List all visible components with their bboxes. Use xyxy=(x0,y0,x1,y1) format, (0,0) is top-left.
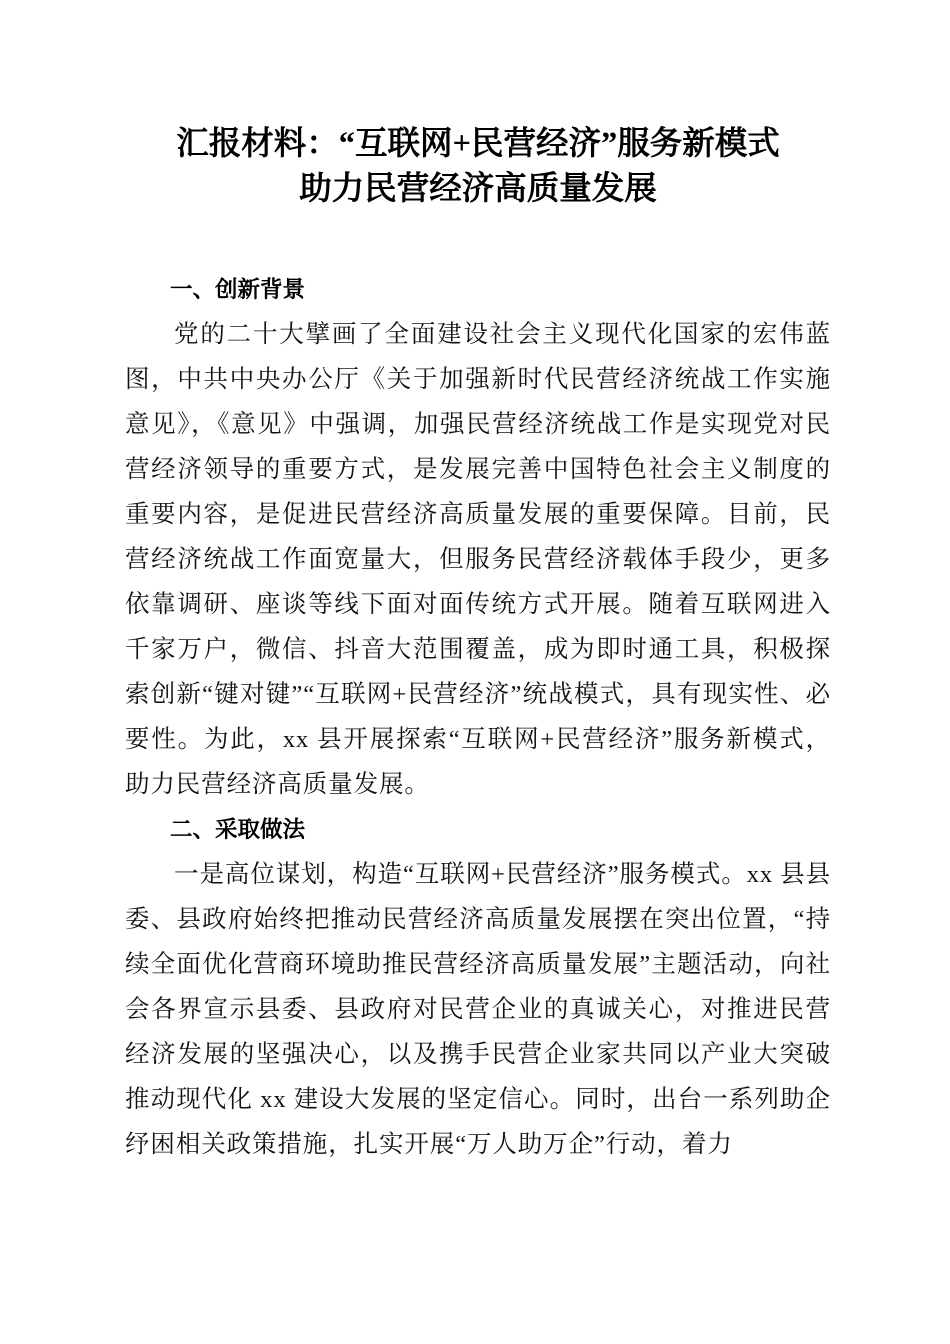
title-body-spacer xyxy=(125,212,831,267)
section-2-paragraph-1: 一是高位谋划，构造“互联网+民营经济”服务模式。xx 县县委、县政府始终把推动民营经济高质量发展摆在突出位置，“持续全面优化营商环境助推民营经济高质量发展”主题活动，向社会各界宣示县委、县政府对民营企业的真诚关心，对推进民营经济发展的坚强决心，以及携手民营企业家共同以产业大突破推动现代化 xx 建设大发展的坚定信心。同时，出台一系列助企纾困相关政策措施，扎实开展“万人助万企”行动，着力 xyxy=(125,861,831,1158)
section-heading-1: 一、创新背景 xyxy=(170,277,306,302)
page-title xyxy=(125,0,831,212)
section-heading-2: 二、采取做法 xyxy=(170,817,306,842)
page-title-line-1: 汇报材料：“互联网+民营经济”服务新模式 xyxy=(176,126,780,162)
page-title-line-2: 助力民营经济高质量发展 xyxy=(299,171,657,207)
document-content xyxy=(125,0,831,1167)
section-1-paragraph-1: 党的二十大擘画了全面建设社会主义现代化国家的宏伟蓝图，中共中央办公厅《关于加强新时代民营经济统战工作实施意见》，《意见》中强调，加强民营经济统战工作是实现党对民营经济领导的重要方式，是发展完善中国特色社会主义制度的重要内容，是促进民营经济高质量发展的重要保障。目前，民营经济统战工作面宽量大，但服务民营经济载体手段少，更多依靠调研、座谈等线下面对面传统方式开展。随着互联网进入千家万户，微信、抖音大范围覆盖，成为即时通工具，积极探索创新“键对键”“互联网+民营经济”统战模式，具有现实性、必要性。为此，xx 县开展探索“互联网+民营经济”服务新模式，助力民营经济高质量发展。 xyxy=(125,321,831,798)
